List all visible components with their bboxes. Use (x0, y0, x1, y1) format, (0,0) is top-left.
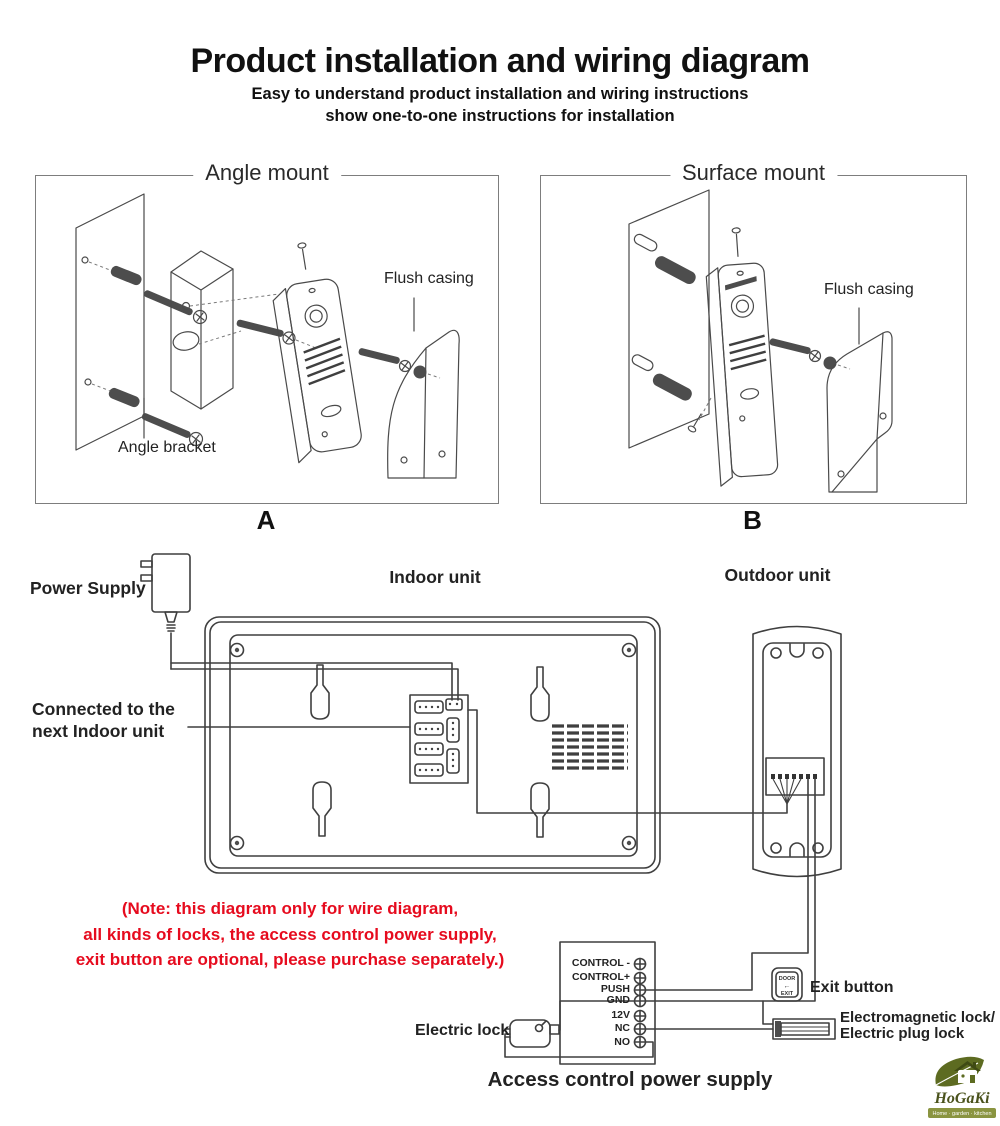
connected-next-label-line2: next Indoor unit (32, 721, 165, 741)
exit-button-text-exit: EXIT (780, 991, 794, 997)
page-title: Product installation and wiring diagram (190, 42, 810, 80)
indoor-unit (205, 617, 660, 873)
surface-mount-illustration (541, 176, 966, 503)
electric-lock-label: Electric lock (415, 1022, 510, 1039)
terminal-label-push: PUSH (600, 983, 630, 995)
logo-leaf-house-icon (935, 1057, 984, 1087)
bracket-screw (236, 319, 316, 348)
flush-casing-label: Flush casing (384, 270, 474, 287)
flush-casing-label: Flush casing (824, 281, 914, 298)
flush-casing (827, 332, 892, 492)
power-supply-label: Power Supply (30, 578, 146, 598)
terminal-label-12v: 12V (611, 1009, 630, 1021)
angle-mount-title: Angle mount (193, 160, 341, 186)
indoor-unit-label: Indoor unit (389, 567, 481, 587)
note-text (40, 896, 540, 973)
angle-mount-panel (35, 160, 499, 504)
power-adapter (141, 554, 190, 669)
terminal-label-nc: NC (614, 1022, 630, 1034)
surface-mount-title: Surface mount (670, 160, 837, 186)
connected-next-label-line1: Connected to the (32, 699, 175, 719)
flush-casing (388, 330, 460, 478)
terminal-label-control-plus: CONTROL+ (571, 971, 630, 983)
note-line-3: exit button are optional, please purchase separately.) (75, 950, 505, 969)
logo-tagline: Home · garden · kitchen (932, 1111, 992, 1117)
terminal-block (410, 695, 468, 783)
section-letter-b: B (743, 505, 762, 535)
casing-screw (769, 338, 850, 370)
casing-screw (358, 348, 440, 379)
electromagnetic-lock (773, 1019, 835, 1039)
wall-anchor (633, 233, 698, 287)
access-control-caption: Access control power supply (487, 1068, 773, 1091)
exit-button-label: Exit button (810, 979, 894, 996)
wall-panel (76, 194, 144, 450)
terminal-label-control-minus: CONTROL - (571, 957, 630, 969)
door-station-unit (265, 238, 364, 462)
wall-anchor (631, 353, 694, 403)
subtitle-line-1: Easy to understand product installation and wiring instructions (251, 85, 749, 103)
logo-name: HoGaKi (934, 1090, 990, 1107)
subtitle-line-2: show one-to-one instructions for installation (325, 107, 675, 125)
electromagnetic-lock-label-line1: Electromagnetic lock/ (840, 1009, 996, 1026)
note-line-2: all kinds of locks, the access control power supply, (83, 924, 497, 944)
mounting-screw (143, 289, 206, 323)
section-letter-a: A (256, 505, 276, 535)
brand-logo (926, 1054, 998, 1122)
wall-panel (629, 190, 709, 448)
terminal-label-no: NO (614, 1036, 630, 1048)
outdoor-unit (753, 627, 841, 877)
wall-anchor (107, 386, 141, 408)
mounting-keyholes (311, 665, 549, 837)
bottom-screw (687, 398, 711, 433)
terminal-label-gnd: GND (606, 994, 630, 1006)
angle-mount-illustration (36, 176, 498, 503)
surface-mount-panel (540, 160, 967, 504)
outdoor-unit-label: Outdoor unit (724, 565, 831, 585)
note-line-1: (Note: this diagram only for wire diagram, (121, 899, 459, 918)
exit-button-arrow: ← (783, 983, 791, 990)
door-station-unit (703, 226, 779, 486)
exit-button (772, 968, 802, 1001)
exit-button-text-door: DOOR (778, 976, 796, 982)
speaker-grille (552, 726, 628, 768)
angle-bracket-label: Angle bracket (118, 439, 216, 456)
wall-anchor (109, 264, 143, 286)
electromagnetic-lock-label-line2: Electric plug lock (840, 1025, 965, 1042)
terminal-screws (635, 959, 646, 1048)
